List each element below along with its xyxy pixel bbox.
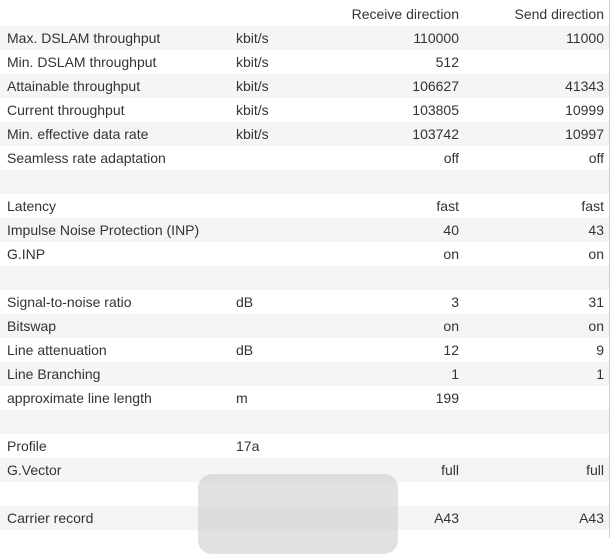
row-send-value: on xyxy=(588,246,604,262)
table-row xyxy=(0,122,609,146)
row-receive-value: 106627 xyxy=(412,78,459,94)
row-label: Min. DSLAM throughput xyxy=(7,54,157,70)
row-send-value: 41343 xyxy=(565,78,604,94)
row-label: Min. effective data rate xyxy=(7,126,149,142)
row-unit: kbit/s xyxy=(236,102,269,118)
table-row xyxy=(0,74,609,98)
row-unit: dB xyxy=(236,294,254,310)
row-label: Seamless rate adaptation xyxy=(7,150,166,166)
table-row xyxy=(0,338,609,362)
row-receive-value: A43 xyxy=(434,510,459,526)
table-row xyxy=(0,362,609,386)
row-label: Impulse Noise Protection (INP) xyxy=(7,222,200,238)
row-receive-value: 103742 xyxy=(412,126,459,142)
row-label: Current throughput xyxy=(7,102,125,118)
row-receive-value: 110000 xyxy=(413,30,459,46)
row-label: G.Vector xyxy=(7,462,62,478)
table-body xyxy=(0,26,609,530)
row-label: Attainable throughput xyxy=(7,78,141,94)
row-receive-value: 199 xyxy=(435,390,459,406)
row-label: G.INP xyxy=(7,246,46,262)
table-row xyxy=(0,434,609,458)
row-label: Latency xyxy=(7,198,57,214)
row-label: Bitswap xyxy=(7,318,57,334)
row-receive-value: 1 xyxy=(451,366,459,382)
row-send-value: 11000 xyxy=(566,30,604,46)
table-header xyxy=(0,0,609,26)
row-unit: m xyxy=(236,390,248,406)
table-row xyxy=(0,98,609,122)
table-row xyxy=(0,170,609,194)
row-receive-value: 3 xyxy=(451,294,459,310)
row-label: Signal-to-noise ratio xyxy=(7,294,132,310)
row-label: Max. DSLAM throughput xyxy=(7,30,161,46)
row-send-value: full xyxy=(586,462,604,478)
row-unit: 17a xyxy=(236,438,260,454)
table-row xyxy=(0,194,609,218)
row-label: Profile xyxy=(7,438,47,454)
row-receive-value: on xyxy=(443,318,459,334)
row-send-value: 9 xyxy=(596,342,604,358)
send-direction-header: Send direction xyxy=(514,6,604,22)
row-send-value: off xyxy=(588,150,604,166)
loading-overlay xyxy=(198,474,398,554)
row-send-value: A43 xyxy=(579,510,604,526)
row-send-value: fast xyxy=(581,198,604,214)
table-row xyxy=(0,146,609,170)
table-row xyxy=(0,386,609,410)
row-unit: dB xyxy=(236,342,254,358)
row-receive-value: fast xyxy=(436,198,459,214)
row-send-value: on xyxy=(588,318,604,334)
row-unit: kbit/s xyxy=(236,126,269,142)
row-unit: kbit/s xyxy=(236,30,269,46)
row-send-value: 43 xyxy=(588,222,604,238)
row-receive-value: off xyxy=(443,150,459,166)
row-receive-value: 40 xyxy=(443,222,459,238)
table-row xyxy=(0,50,609,74)
table-row xyxy=(0,26,609,50)
row-receive-value: full xyxy=(441,462,459,478)
row-label: Line Branching xyxy=(7,366,101,382)
table-row xyxy=(0,266,609,290)
table-row xyxy=(0,218,609,242)
row-label: Line attenuation xyxy=(7,342,107,358)
row-send-value: 1 xyxy=(596,366,604,382)
row-receive-value: 103805 xyxy=(412,102,459,118)
row-unit: kbit/s xyxy=(236,54,269,70)
table-row xyxy=(0,290,609,314)
row-label: Carrier record xyxy=(7,510,94,526)
receive-direction-header: Receive direction xyxy=(351,6,459,22)
table-row xyxy=(0,242,609,266)
row-send-value: 10999 xyxy=(565,102,604,118)
row-unit: kbit/s xyxy=(236,78,269,94)
table-row xyxy=(0,314,609,338)
table-row xyxy=(0,410,609,434)
row-receive-value: on xyxy=(443,246,459,262)
row-receive-value: 12 xyxy=(443,342,459,358)
row-label: approximate line length xyxy=(7,390,152,406)
row-receive-value: 512 xyxy=(435,54,459,70)
row-send-value: 31 xyxy=(588,294,604,310)
row-send-value: 10997 xyxy=(565,126,604,142)
